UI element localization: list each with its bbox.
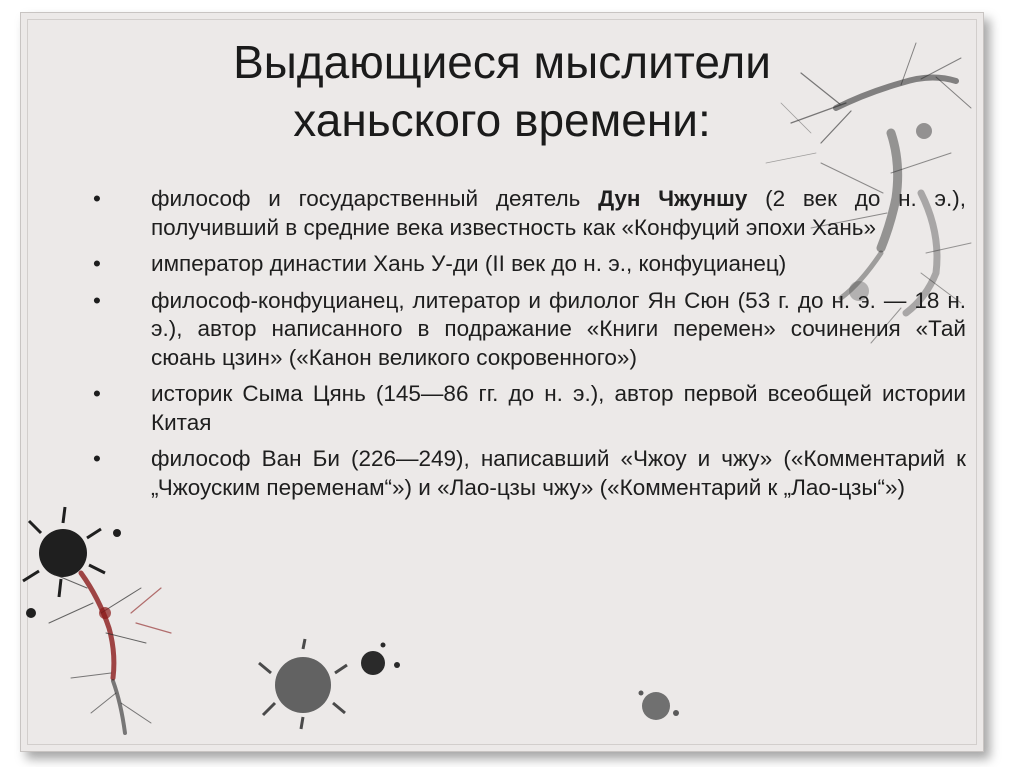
bullet-icon: •: [93, 287, 101, 313]
list-item: [93, 380, 966, 437]
bullet-icon: •: [93, 251, 101, 276]
list-item: [93, 250, 966, 279]
ink-splatter-bottom-center: [259, 639, 400, 729]
list-item: [93, 287, 966, 373]
bullet-text: историк Сыма Цянь (145—86 гг. до н. э.), автор первой всеобщей истории Китая: [151, 381, 966, 435]
ink-splatter-bottom-left: [23, 507, 121, 618]
bullet-text-bold: Дун Чжуншу: [598, 186, 748, 211]
bullet-list: [93, 185, 966, 510]
list-item: [93, 445, 966, 502]
bullet-text-part: (2 век до н. э.), получивший в средние века известность как «Конфуций эпохи Хань»: [151, 186, 966, 240]
bullet-text-part: философ и государственный деятель: [151, 186, 599, 211]
slide-title-line-2: ханьского времени:: [293, 94, 711, 146]
bullet-text: император династии Хань У-ди (II век до н. э., конфуцианец): [151, 251, 787, 276]
bullet-text: философ-конфуцианец, литератор и филолог Ян Сюн (53 г. до н. э. — 18 н. э.), автор написанного в подражание «Книги перемен» сочинения «Тай сюань цзин» («Канон великого сокровенного»): [151, 287, 966, 370]
bullet-icon: •: [93, 381, 101, 406]
shrimp-ink-painting-bottom-left: [49, 573, 171, 733]
bullet-icon: •: [93, 186, 101, 211]
slide-title-line-1: Выдающиеся мыслители: [233, 36, 771, 88]
bullet-icon: •: [93, 446, 101, 471]
slide-title: [81, 33, 923, 149]
list-item: [93, 185, 966, 242]
presentation-slide: [20, 12, 984, 752]
ink-splatter-bottom-right: [639, 691, 680, 721]
bullet-text: философ Ван Би (226—249), написавший «Чжоу и чжу» («Комментарий к „Чжоуским переменам“») и «Лао-цзы чжу» («Комментарий к „Лао-цзы“»): [151, 446, 966, 500]
